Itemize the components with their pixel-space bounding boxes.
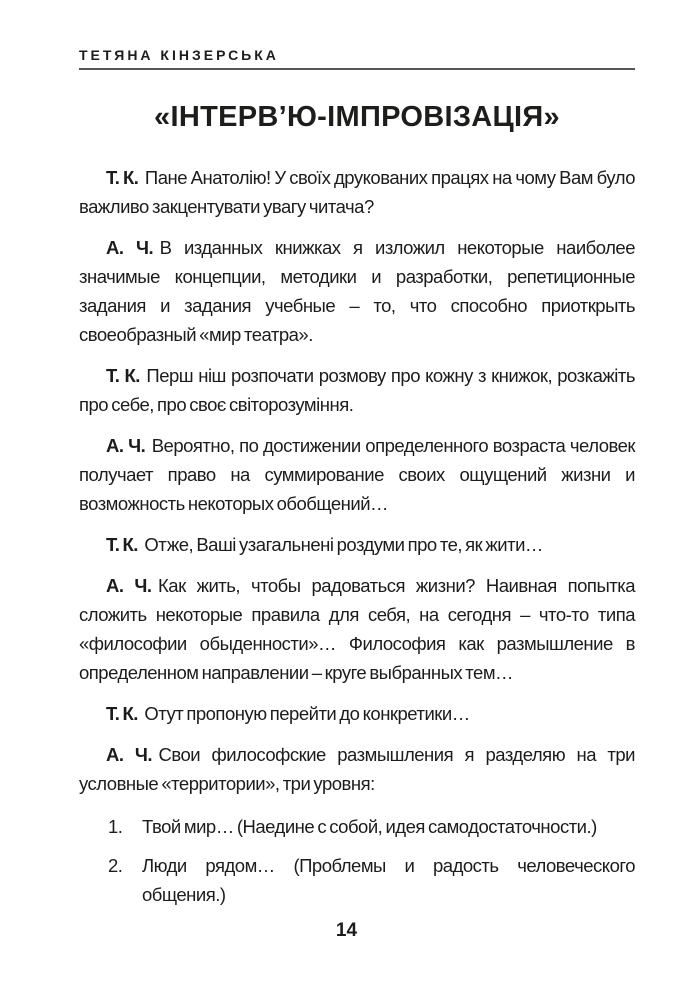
running-header — [79, 47, 635, 70]
dialogue-text: Свои философские размышления я разделяю на три условные «территории», три уровня: — [79, 744, 635, 794]
dialogue-paragraph — [79, 530, 635, 559]
dialogue-text: Отут пропоную перейти до конкретики… — [144, 703, 470, 724]
speaker-label: Т. К. — [106, 534, 138, 555]
speaker-label: А. Ч. — [106, 237, 154, 258]
speaker-label: А. Ч. — [106, 744, 153, 765]
running-header-text: ТЕТЯНА КІНЗЕРСЬКА — [79, 47, 279, 63]
speaker-label: Т. К. — [106, 365, 140, 386]
dialogue-body — [79, 163, 635, 909]
speaker-label: Т. К. — [106, 167, 139, 188]
page-number: 14 — [335, 920, 358, 941]
dialogue-text: Перш ніш розпочати розмову про кожну з книжок, розкажіть про себе, про своє світорозуміння. — [79, 365, 635, 415]
dialogue-paragraph — [79, 431, 635, 518]
dialogue-paragraph — [79, 163, 635, 221]
list-item-number: 2. — [108, 855, 123, 876]
list-item-text: Люди рядом… (Проблемы и радость человеческого общения.) — [142, 855, 635, 905]
list-item — [79, 851, 635, 909]
speaker-label: А. Ч. — [106, 435, 146, 456]
dialogue-text: Пане Анатолію! У своїх друкованих працях на чому Вам було важливо закцентувати увагу читача? — [79, 167, 635, 217]
dialogue-text: Вероятно, по достижении определенного возраста человек получает право на суммирование своих ощущений жизни и возможность некоторых обобщений… — [79, 435, 636, 514]
list-item-number: 1. — [108, 816, 123, 837]
dialogue-paragraph — [79, 233, 635, 349]
header-rule — [79, 68, 635, 70]
dialogue-paragraph — [79, 699, 635, 728]
page-content — [79, 0, 635, 909]
dialogue-text: В изданных книжках я изложил некоторые наиболее значимые концепции, методики и разработки, репетиционные задания и задания учебные – то, что способно приоткрыть своеобразный «мир театра». — [79, 237, 635, 345]
dialogue-text: Отже, Ваші узагальнені роздуми про те, як жити… — [144, 534, 543, 555]
list-item — [79, 812, 635, 841]
speaker-label: Т. К. — [106, 703, 138, 724]
list-item-text: Твой мир… (Наедине с собой, идея самодостаточности.) — [142, 816, 597, 837]
dialogue-paragraph — [79, 361, 635, 419]
dialogue-paragraph — [79, 740, 635, 798]
dialogue-paragraph — [79, 571, 635, 687]
dialogue-text: Как жить, чтобы радоваться жизни? Наивная попытка сложить некоторые правила для себя, на сегодня – что-то типа «философии обыденности»… Философия как размышление в определенном направлении – круге выбранных тем… — [79, 575, 636, 683]
numbered-list — [79, 812, 635, 909]
chapter-title: «ІНТЕРВ’Ю-ІМПРОВІЗАЦІЯ» — [154, 101, 560, 133]
speaker-label: А. Ч. — [106, 575, 152, 596]
